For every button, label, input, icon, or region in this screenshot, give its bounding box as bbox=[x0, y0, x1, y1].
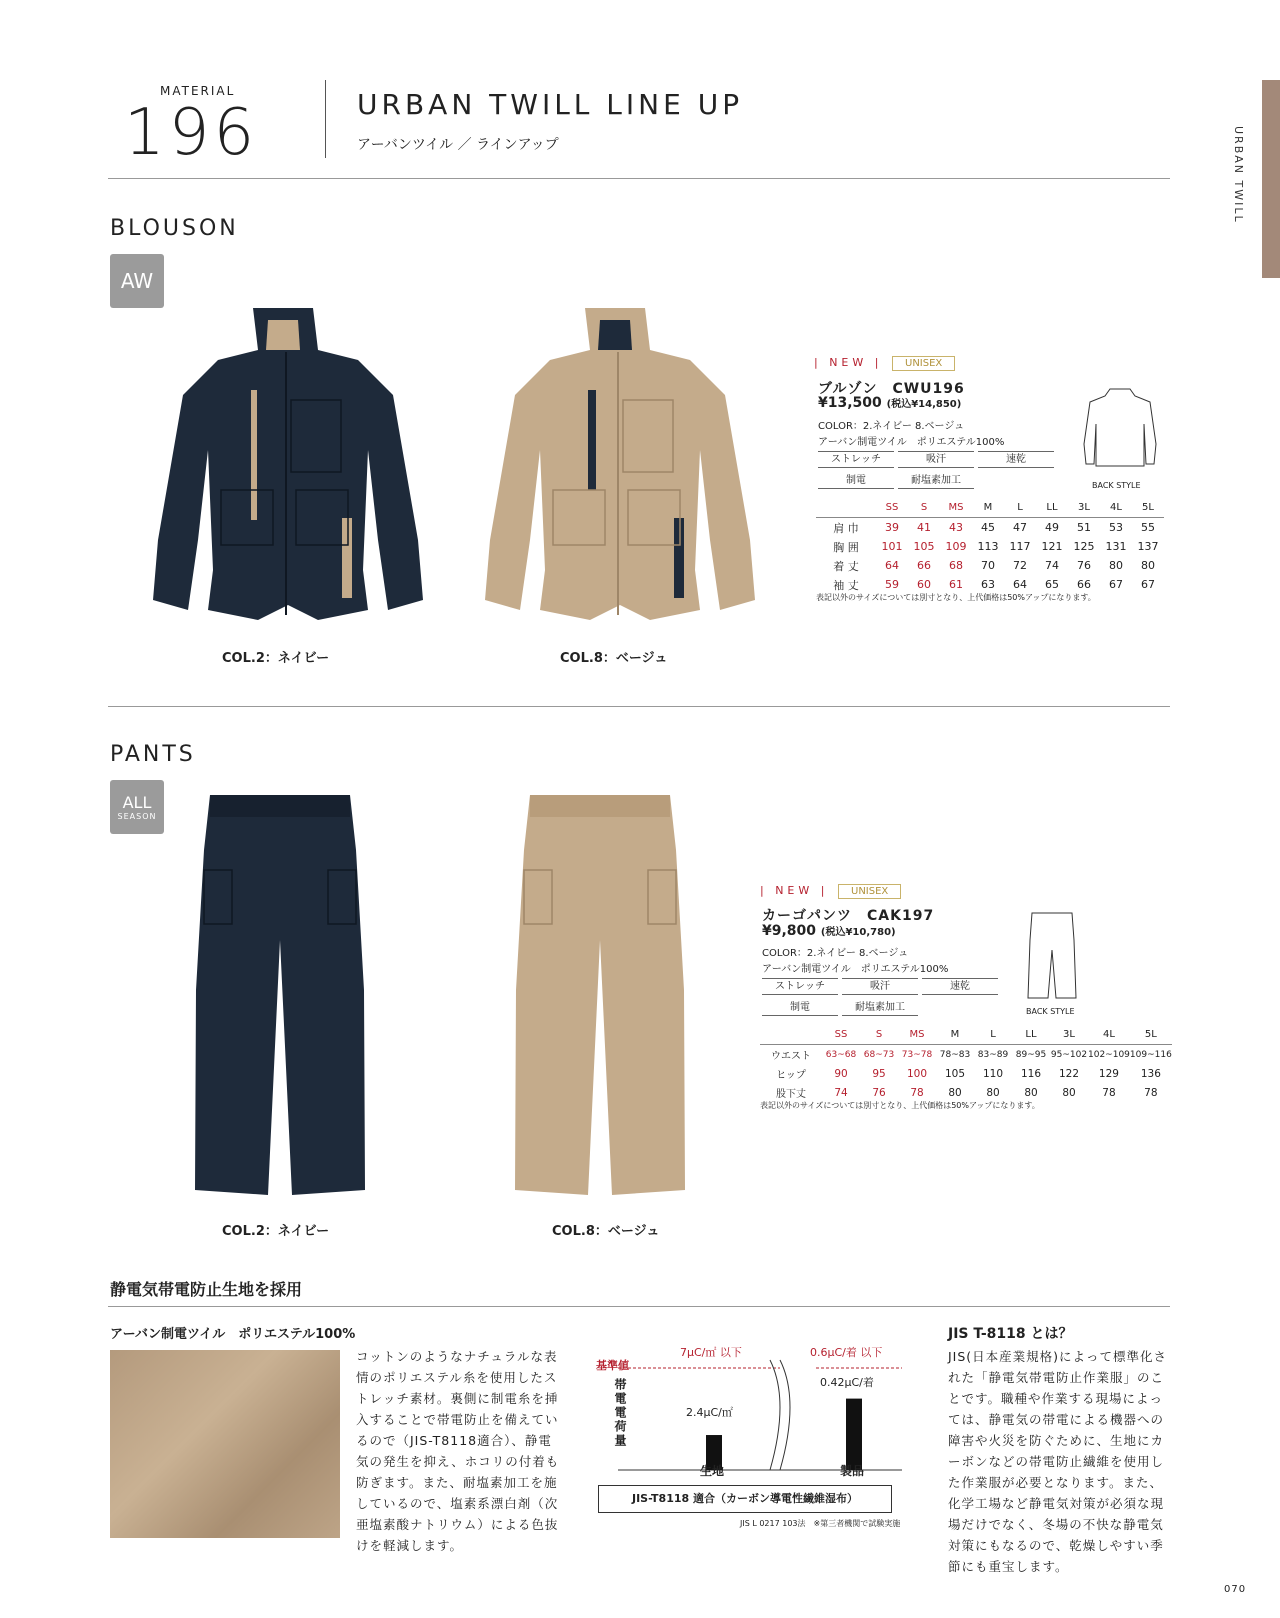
new-text: NEW bbox=[775, 884, 814, 897]
threshold-left: 7μC/㎡ 以下 bbox=[680, 1346, 742, 1359]
table-row: 袖 丈 59 60 61 63 64 65 66 67 67 bbox=[816, 575, 1164, 594]
bar-product bbox=[846, 1399, 862, 1470]
beige-blouson-image bbox=[460, 300, 780, 630]
fabric-description: コットンのようなナチュラルな表情のポリエステル糸を使用したストレッチ素材。裏側に制電糸を挿入することで帯電防止を備えているので（JIS-T8118適合）、静電気の発生を抑え、ホコリの付着も防ぎます。また、耐塩素加工を施しているので、塩素系漂白剤（次亜塩素酸ナトリウム）による色抜けを軽減します。 bbox=[356, 1349, 560, 1553]
material-line: アーバン制電ツイル ポリエステル100% bbox=[762, 964, 949, 975]
size-col: 3L bbox=[1068, 498, 1100, 518]
pants-back-style-icon bbox=[1024, 910, 1080, 1002]
season-badge-all bbox=[110, 780, 164, 834]
pants-caption-navy: COL.2：ネイビー bbox=[222, 1224, 330, 1239]
feature-stretch: ストレッチ bbox=[762, 978, 838, 995]
jis-title: JIS T-8118 とは？ bbox=[948, 1326, 1073, 1342]
size-col: 5L bbox=[1130, 1025, 1172, 1045]
feature-chlorine: 耐塩素加工 bbox=[898, 473, 974, 489]
product-name: カーゴパンツ CAK197 bbox=[762, 908, 935, 924]
size-col: LL bbox=[1012, 1025, 1050, 1045]
price-value: ¥9,800 bbox=[762, 923, 817, 939]
table-row: ヒップ 90 95 100 105 110 116 122 129 136 bbox=[760, 1064, 1172, 1083]
table-row: 胸 囲 101 105 109 113 117 121 125 131 137 bbox=[816, 537, 1164, 556]
row-label: ウエスト bbox=[771, 1051, 811, 1062]
blouson-back-style-icon bbox=[1080, 384, 1160, 476]
header-divider bbox=[325, 80, 326, 158]
header-rule bbox=[108, 178, 1170, 179]
navy-pants-image bbox=[180, 790, 380, 1200]
size-col: SS bbox=[822, 1025, 860, 1045]
row-label: ヒップ bbox=[776, 1070, 806, 1081]
source-note: JIS L 0217 103法 ※第三者機関で試験実施 bbox=[740, 1519, 901, 1528]
size-col: S bbox=[860, 1025, 898, 1045]
size-col: S bbox=[908, 498, 940, 518]
page-number: 070 bbox=[1224, 1584, 1247, 1595]
season-badge-sub: SEASON bbox=[117, 812, 157, 821]
feature-chlorine: 耐塩素加工 bbox=[842, 1000, 918, 1016]
beige-pants-image bbox=[500, 790, 700, 1200]
pants-caption-beige: COL.8：ベージュ bbox=[552, 1224, 660, 1239]
feature-sweat: 吸汗 bbox=[898, 451, 974, 468]
table-row: 股下丈 74 76 78 80 80 80 80 78 78 bbox=[760, 1083, 1172, 1102]
season-badge-text: AW bbox=[120, 269, 154, 293]
feature-sweat: 吸汗 bbox=[842, 978, 918, 995]
row-label: 着 丈 bbox=[833, 559, 859, 573]
blouson-section-title: BLOUSON bbox=[110, 216, 239, 241]
fabric-swatch bbox=[110, 1350, 340, 1538]
price-tax: (税込¥14,850) bbox=[886, 399, 962, 410]
blouson-caption-navy: COL.2：ネイビー bbox=[222, 651, 330, 666]
size-col: 4L bbox=[1088, 1025, 1130, 1045]
material-line: アーバン制電ツイル ポリエステル100% bbox=[818, 437, 1005, 448]
size-col: MS bbox=[940, 498, 972, 518]
material-number: 196 bbox=[124, 96, 259, 170]
pants-size-note: 表記以外のサイズについては別寸となり、上代価格は50%アップになります。 bbox=[760, 1101, 1040, 1110]
blouson-caption-beige: COL.8：ベージュ bbox=[560, 651, 668, 666]
size-col: 3L bbox=[1050, 1025, 1088, 1045]
fabric-value: 2.4μC/㎡ bbox=[686, 1406, 733, 1419]
product-name: ブルゾン CWU196 bbox=[818, 381, 965, 397]
jis-description: JIS(日本産業規格)によって標準化された「静電気帯電防止作業服」のことです。職種や作業する現場によっては、静電気の帯電による機器への障害や火災を防ぐために、生地にカーボンなどの帯電防止繊維を使用した作業服が必要となります。また、化学工場など静電気対策が必須な現場だけでなく、冬場の不快な静電気対策にもなるので、乾燥しやすい季節にも重宝します。 bbox=[948, 1349, 1168, 1574]
blouson-back-style-label: BACK STYLE bbox=[1092, 481, 1141, 490]
side-tab bbox=[1262, 80, 1280, 278]
new-label: | NEW | bbox=[760, 884, 829, 897]
color-line: COLOR：2.ネイビー 8.ベージュ bbox=[762, 948, 909, 959]
antistatic-heading: 静電気帯電防止生地を採用 bbox=[110, 1280, 303, 1299]
row-label: 肩 巾 bbox=[833, 521, 859, 535]
chart-axis-label: 帯電電荷量 bbox=[613, 1378, 627, 1448]
size-col: M bbox=[972, 498, 1004, 518]
fabric-title: アーバン制電ツイル ポリエステル100% bbox=[110, 1327, 356, 1342]
antistatic-rule bbox=[108, 1306, 1170, 1307]
unisex-label: UNISEX bbox=[838, 884, 901, 899]
table-row: 着 丈 64 66 68 70 72 74 76 80 80 bbox=[816, 556, 1164, 575]
color-line: COLOR：2.ネイビー 8.ベージュ bbox=[818, 421, 965, 432]
product-price bbox=[818, 395, 961, 411]
size-col: L bbox=[1004, 498, 1036, 518]
row-label: 股下丈 bbox=[776, 1089, 806, 1100]
row-label: 胸 囲 bbox=[833, 540, 859, 554]
material-label: MATERIAL bbox=[160, 84, 236, 98]
side-label: URBAN TWILL bbox=[1232, 126, 1245, 224]
size-col: MS bbox=[898, 1025, 936, 1045]
new-label: | NEW | bbox=[814, 356, 883, 369]
product-value: 0.42μC/着 bbox=[820, 1376, 874, 1389]
feature-stretch: ストレッチ bbox=[818, 451, 894, 468]
price-tax: (税込¥10,780) bbox=[820, 927, 896, 938]
antistatic-chart bbox=[590, 1340, 920, 1490]
page-title: URBAN TWILL LINE UP bbox=[357, 88, 744, 121]
size-col: LL bbox=[1036, 498, 1068, 518]
unisex-label: UNISEX bbox=[892, 356, 955, 371]
size-col: L bbox=[974, 1025, 1012, 1045]
size-col: 4L bbox=[1100, 498, 1132, 518]
row-label: 袖 丈 bbox=[833, 578, 859, 592]
pants-back-style-label: BACK STYLE bbox=[1026, 1007, 1075, 1016]
page-subtitle: アーバンツイル ／ ラインアップ bbox=[357, 137, 559, 153]
blouson-size-table bbox=[816, 498, 1164, 594]
blouson-size-note: 表記以外のサイズについては別寸となり、上代価格は50%アップになります。 bbox=[816, 593, 1096, 602]
price-value: ¥13,500 bbox=[818, 395, 882, 411]
table-row: 肩 巾 39 41 43 45 47 49 51 53 55 bbox=[816, 518, 1164, 538]
table-row: ウエスト 63~68 68~73 73~78 78~83 83~89 89~95 95~102 102~109 109~116 bbox=[760, 1045, 1172, 1065]
baseline-label: 基準値 bbox=[596, 1359, 629, 1372]
feature-quickdry: 速乾 bbox=[922, 978, 998, 995]
standard-box: JIS-T8118 適合（カーボン導電性繊維湿布） bbox=[598, 1485, 892, 1513]
season-badge-text: ALL bbox=[122, 793, 152, 812]
new-text: NEW bbox=[829, 356, 868, 369]
feature-antistatic: 制電 bbox=[818, 473, 894, 489]
product-bar-label: 製品 bbox=[840, 1464, 865, 1478]
product-price bbox=[762, 923, 896, 939]
feature-antistatic: 制電 bbox=[762, 1000, 838, 1016]
pants-section-title: PANTS bbox=[110, 742, 196, 767]
section-rule bbox=[108, 706, 1170, 707]
size-col: SS bbox=[876, 498, 908, 518]
size-col: M bbox=[936, 1025, 974, 1045]
pants-size-table bbox=[760, 1025, 1172, 1102]
navy-blouson-image bbox=[128, 300, 448, 630]
threshold-right: 0.6μC/着 以下 bbox=[810, 1346, 883, 1359]
fabric-bar-label: 生地 bbox=[700, 1464, 725, 1478]
size-col: 5L bbox=[1132, 498, 1164, 518]
feature-quickdry: 速乾 bbox=[978, 451, 1054, 468]
